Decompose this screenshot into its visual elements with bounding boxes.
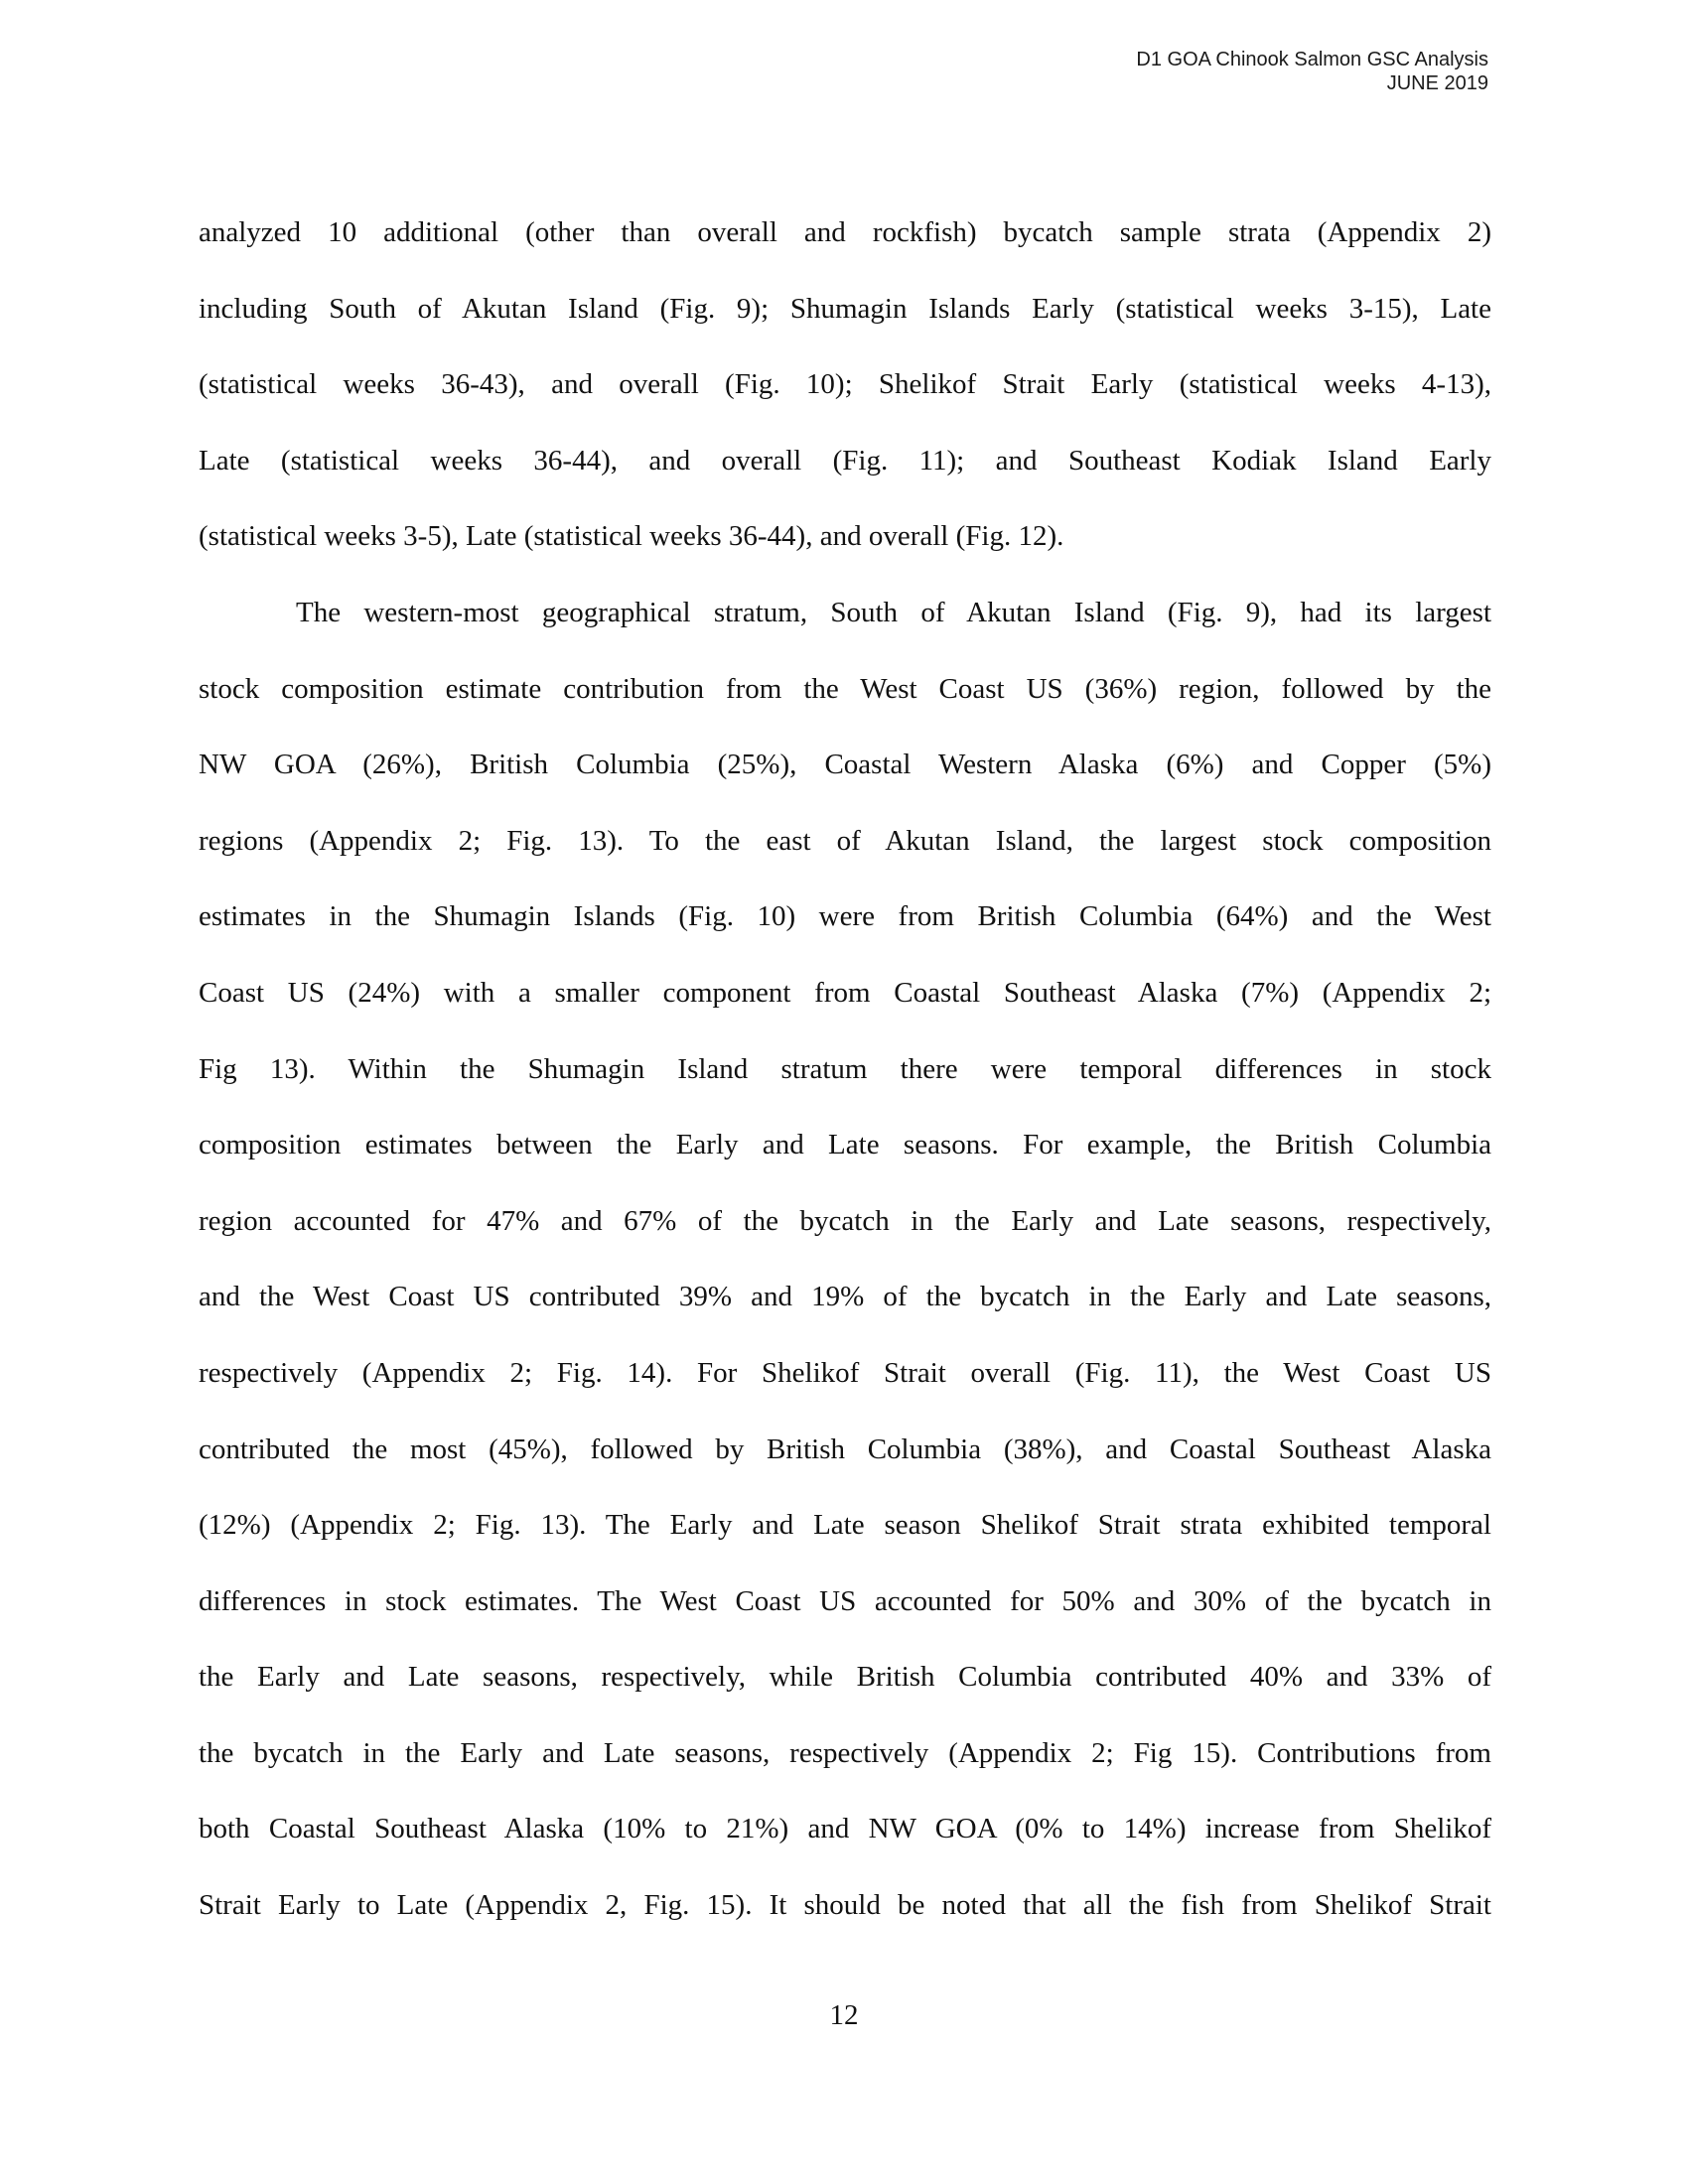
running-header [1136, 48, 1488, 95]
text-line: differences in stock estimates. The West Coast US accounted for 50% and 30% of the bycatch in [199, 1584, 1491, 1617]
header-date: JUNE 2019 [1386, 72, 1488, 94]
text-line: Coast US (24%) with a smaller component from Coastal Southeast Alaska (7%) (Appendix 2; [199, 976, 1491, 1009]
text-line: contributed the most (45%), followed by British Columbia (38%), and Coastal Southeast Alaska [199, 1433, 1491, 1465]
text-line: (12%) (Appendix 2; Fig. 13). The Early and Late season Shelikof Strait strata exhibited temporal [199, 1509, 1491, 1542]
text-line: stock composition estimate contribution from the West Coast US (36%) region, followed by the [199, 672, 1491, 705]
text-line: analyzed 10 additional (other than overall and rockfish) bycatch sample strata (Appendix 2) [199, 216, 1491, 248]
text-line: (statistical weeks 36-43), and overall (Fig. 10); Shelikof Strait Early (statistical weeks 4-13), [199, 368, 1491, 401]
text-line: respectively (Appendix 2; Fig. 14). For Shelikof Strait overall (Fig. 11), the West Coast US [199, 1356, 1491, 1389]
text-line: (statistical weeks 3-5), Late (statistical weeks 36-44), and overall (Fig. 12). [199, 520, 1064, 553]
text-line: Late (statistical weeks 36-44), and overall (Fig. 11); and Southeast Kodiak Island Early [199, 444, 1491, 477]
text-line: NW GOA (26%), British Columbia (25%), Coastal Western Alaska (6%) and Copper (5%) [199, 749, 1491, 781]
paragraph-2 [199, 575, 1491, 1944]
text-line: regions (Appendix 2; Fig. 13). To the east of Akutan Island, the largest stock composition [199, 824, 1491, 857]
text-line: the Early and Late seasons, respectively, while British Columbia contributed 40% and 33% of [199, 1661, 1491, 1694]
text-line: and the West Coast US contributed 39% and 19% of the bycatch in the Early and Late seasons, [199, 1281, 1491, 1313]
text-line: The western-most geographical stratum, South of Akutan Island (Fig. 9), had its largest [296, 596, 1491, 628]
text-line: including South of Akutan Island (Fig. 9); Shumagin Islands Early (statistical weeks 3-15), Late [199, 292, 1491, 325]
page-number: 12 [829, 1999, 859, 2031]
text-line: estimates in the Shumagin Islands (Fig. 10) were from British Columbia (64%) and the West [199, 900, 1491, 933]
text-line: region accounted for 47% and 67% of the bycatch in the Early and Late seasons, respectively, [199, 1204, 1491, 1237]
text-line: Strait Early to Late (Appendix 2, Fig. 15). It should be noted that all the fish from Shelikof Strait [199, 1889, 1491, 1922]
text-line: composition estimates between the Early and Late seasons. For example, the British Columbia [199, 1129, 1491, 1161]
text-line: Fig 13). Within the Shumagin Island stratum there were temporal differences in stock [199, 1052, 1491, 1085]
text-line: both Coastal Southeast Alaska (10% to 21%) and NW GOA (0% to 14%) increase from Shelikof [199, 1813, 1491, 1845]
body-text [199, 195, 1491, 1944]
paragraph-1 [199, 195, 1491, 575]
header-title: D1 GOA Chinook Salmon GSC Analysis [1136, 49, 1488, 70]
text-line: the bycatch in the Early and Late seasons, respectively (Appendix 2; Fig 15). Contributions from [199, 1736, 1491, 1769]
